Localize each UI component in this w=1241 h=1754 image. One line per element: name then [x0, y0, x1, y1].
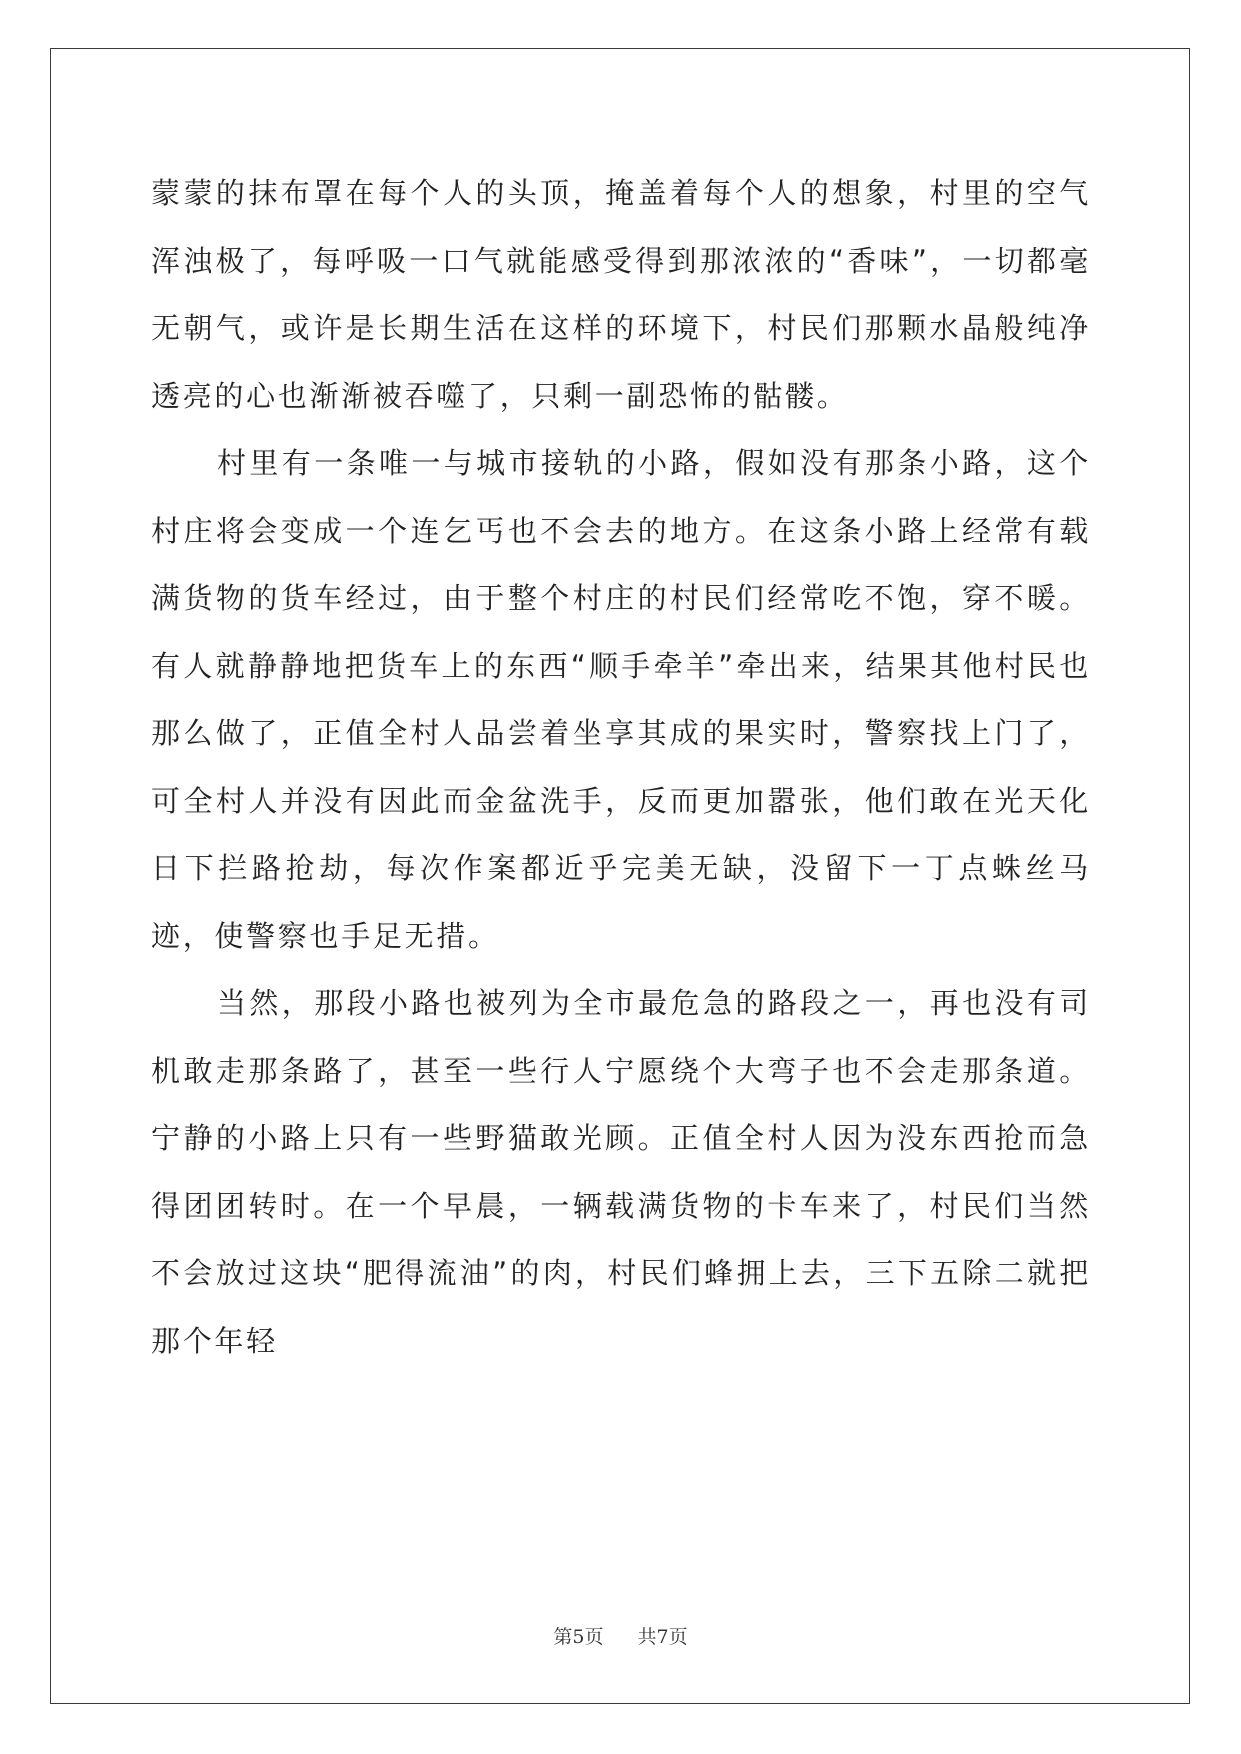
document-body [151, 160, 1091, 1375]
paragraph-2: 村里有一条唯一与城市接轨的小路，假如没有那条小路，这个村庄将会变成一个连乞丐也不会去的地方。在这条小路上经常有载满货物的货车经过，由于整个村庄的村民们经常吃不饱，穿不暖。有人就静静地把货车上的东西“顺手牵羊”牵出来，结果其他村民也那么做了，正值全村人品尝着坐享其成的果实时，警察找上门了，可全村人并没有因此而金盆洗手，反而更加嚣张，他们敢在光天化日下拦路抢劫，每次作案都近乎完美无缺，没留下一丁点蛛丝马迹，使警察也手足无措。 [151, 446, 1091, 953]
paragraph-3: 当然，那段小路也被列为全市最危急的路段之一，再也没有司机敢走那条路了，甚至一些行人宁愿绕个大弯子也不会走那条道。宁静的小路上只有一些野猫敢光顾。正值全村人因为没东西抢而急得团团转时。在一个早晨，一辆载满货物的卡车来了，村民们当然不会放过这块“肥得流油”的肉，村民们蜂拥上去，三下五除二就把那个年轻 [151, 986, 1091, 1358]
page-number-total: 共7页 [637, 1626, 688, 1648]
page-footer [0, 1622, 1241, 1649]
page-number-current: 第5页 [553, 1626, 604, 1648]
paragraph-1: 蒙蒙的抹布罩在每个人的头顶，掩盖着每个人的想象，村里的空气浑浊极了，每呼吸一口气就能感受得到那浓浓的“香味”，一切都毫无朝气，或许是长期生活在这样的环境下，村民们那颗水晶般纯净透亮的心也渐渐被吞噬了，只剩一副恐怖的骷髅。 [151, 176, 1091, 413]
